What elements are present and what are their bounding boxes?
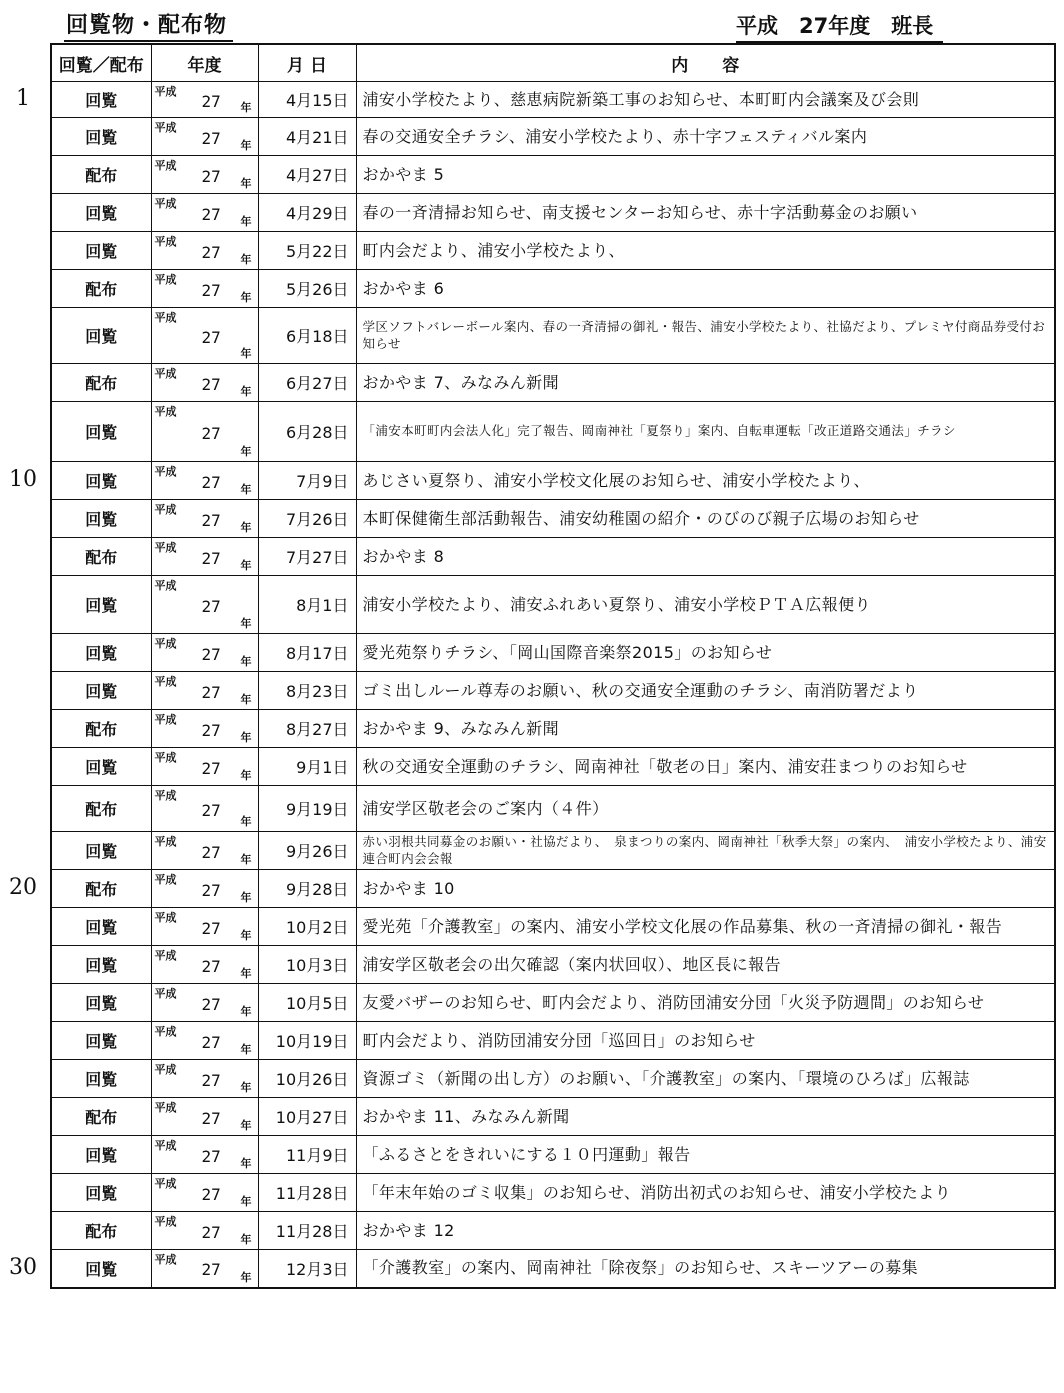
row-year xyxy=(151,870,258,908)
header-type: 回覧／配布 xyxy=(51,44,151,82)
row-content: 浦安学区敬老会のご案内（４件） xyxy=(356,786,1055,832)
year-suffix: 年 xyxy=(240,177,252,190)
era-label: 平成 xyxy=(154,273,177,286)
year-value: 27 xyxy=(201,918,221,938)
circulation-table xyxy=(50,43,1056,1289)
table-row xyxy=(51,748,1055,786)
table-row xyxy=(51,1250,1055,1288)
year-value: 27 xyxy=(201,1222,221,1242)
document-title: 回覧物・配布物 xyxy=(64,8,233,42)
row-type: 回覧 xyxy=(51,1250,151,1288)
year-value: 27 xyxy=(201,280,221,300)
row-date: 8月23日 xyxy=(258,672,356,710)
era-label: 平成 xyxy=(154,751,177,764)
era-label: 平成 xyxy=(154,1101,177,1114)
table-row xyxy=(51,270,1055,308)
row-type: 回覧 xyxy=(51,832,151,870)
table-body xyxy=(51,82,1055,1288)
era-label: 平成 xyxy=(154,579,177,592)
year-value: 27 xyxy=(201,644,221,664)
row-type: 配布 xyxy=(51,1212,151,1250)
row-year xyxy=(151,1250,258,1288)
year-suffix: 年 xyxy=(240,731,252,744)
row-year xyxy=(151,194,258,232)
row-content: おかやま 6 xyxy=(356,270,1055,308)
row-type: 回覧 xyxy=(51,232,151,270)
row-type: 配布 xyxy=(51,156,151,194)
row-year xyxy=(151,538,258,576)
era-label: 平成 xyxy=(154,121,177,134)
year-value: 27 xyxy=(201,682,221,702)
year-value: 27 xyxy=(201,166,221,186)
row-type: 回覧 xyxy=(51,908,151,946)
row-date: 10月2日 xyxy=(258,908,356,946)
row-content: 本町保健衛生部活動報告、浦安幼稚園の紹介・のびのび親子広場のお知らせ xyxy=(356,500,1055,538)
year-suffix: 年 xyxy=(240,1005,252,1018)
year-value: 27 xyxy=(201,842,221,862)
era-label: 平成 xyxy=(154,911,177,924)
row-content: 「浦安本町町内会法人化」完了報告、岡南神社「夏祭り」案内、自転車運転「改正道路交通法」チラシ xyxy=(356,402,1055,462)
era-label: 平成 xyxy=(154,367,177,380)
row-date: 8月17日 xyxy=(258,634,356,672)
era-label: 平成 xyxy=(154,1177,177,1190)
row-date: 5月22日 xyxy=(258,232,356,270)
table-row xyxy=(51,1060,1055,1098)
table-row xyxy=(51,946,1055,984)
year-suffix: 年 xyxy=(240,1043,252,1056)
era-label: 平成 xyxy=(154,713,177,726)
era-label: 平成 xyxy=(154,311,177,324)
row-type: 回覧 xyxy=(51,984,151,1022)
year-value: 27 xyxy=(201,1032,221,1052)
margin-row-number: 10 xyxy=(9,466,37,492)
table-row xyxy=(51,308,1055,364)
table-row xyxy=(51,1098,1055,1136)
row-year xyxy=(151,786,258,832)
row-type: 回覧 xyxy=(51,462,151,500)
year-value: 27 xyxy=(201,242,221,262)
row-content: 町内会だより、消防団浦安分団「巡回日」のお知らせ xyxy=(356,1022,1055,1060)
year-value: 27 xyxy=(201,956,221,976)
era-label: 平成 xyxy=(154,1215,177,1228)
year-suffix: 年 xyxy=(240,617,252,630)
row-date: 4月29日 xyxy=(258,194,356,232)
table-row xyxy=(51,402,1055,462)
row-year xyxy=(151,748,258,786)
row-year xyxy=(151,576,258,634)
year-suffix: 年 xyxy=(240,1119,252,1132)
table-row xyxy=(51,1174,1055,1212)
row-date: 7月9日 xyxy=(258,462,356,500)
row-type: 回覧 xyxy=(51,634,151,672)
year-value: 27 xyxy=(201,880,221,900)
row-date: 9月19日 xyxy=(258,786,356,832)
row-date: 4月15日 xyxy=(258,82,356,118)
row-year xyxy=(151,118,258,156)
margin-row-number: 30 xyxy=(9,1254,37,1280)
row-date: 9月1日 xyxy=(258,748,356,786)
era-label: 平成 xyxy=(154,465,177,478)
row-content: 春の一斉清掃お知らせ、南支援センターお知らせ、赤十字活動募金のお願い xyxy=(356,194,1055,232)
year-suffix: 年 xyxy=(240,215,252,228)
row-content: 「年末年始のゴミ収集」のお知らせ、消防出初式のお知らせ、浦安小学校たより xyxy=(356,1174,1055,1212)
row-content: あじさい夏祭り、浦安小学校文化展のお知らせ、浦安小学校たより、 xyxy=(356,462,1055,500)
table-row xyxy=(51,1212,1055,1250)
era-label: 平成 xyxy=(154,675,177,688)
row-date: 7月27日 xyxy=(258,538,356,576)
header-year: 年度 xyxy=(151,44,258,82)
year-value: 27 xyxy=(201,374,221,394)
table-row xyxy=(51,984,1055,1022)
row-content: 秋の交通安全運動のチラシ、岡南神社「敬老の日」案内、浦安荘まつりのお知らせ xyxy=(356,748,1055,786)
row-year xyxy=(151,984,258,1022)
row-content: 「ふるさとをきれいにする１０円運動」報告 xyxy=(356,1136,1055,1174)
era-label: 平成 xyxy=(154,637,177,650)
row-type: 回覧 xyxy=(51,402,151,462)
era-label: 平成 xyxy=(154,1253,177,1266)
year-suffix: 年 xyxy=(240,139,252,152)
row-date: 4月27日 xyxy=(258,156,356,194)
year-suffix: 年 xyxy=(240,347,252,360)
year-value: 27 xyxy=(201,548,221,568)
row-type: 配布 xyxy=(51,364,151,402)
table-row xyxy=(51,82,1055,118)
row-year xyxy=(151,462,258,500)
year-value: 27 xyxy=(201,327,221,347)
row-year xyxy=(151,232,258,270)
row-date: 6月18日 xyxy=(258,308,356,364)
year-suffix: 年 xyxy=(240,445,252,458)
row-content: 愛光苑祭りチラシ、「岡山国際音楽祭2015」のお知らせ xyxy=(356,634,1055,672)
era-label: 平成 xyxy=(154,159,177,172)
year-value: 27 xyxy=(201,800,221,820)
row-content: おかやま 8 xyxy=(356,538,1055,576)
year-suffix: 年 xyxy=(240,1157,252,1170)
year-value: 27 xyxy=(201,1146,221,1166)
era-label: 平成 xyxy=(154,1139,177,1152)
row-type: 配布 xyxy=(51,870,151,908)
year-value: 27 xyxy=(201,994,221,1014)
row-year xyxy=(151,1022,258,1060)
year-value: 27 xyxy=(201,128,221,148)
era-label: 平成 xyxy=(154,503,177,516)
year-value: 27 xyxy=(201,204,221,224)
row-content: 「介護教室」の案内、岡南神社「除夜祭」のお知らせ、スキーツアーの募集 xyxy=(356,1250,1055,1288)
row-date: 10月26日 xyxy=(258,1060,356,1098)
table-header-row xyxy=(51,44,1055,82)
era-label: 平成 xyxy=(154,235,177,248)
row-content: 愛光苑「介護教室」の案内、浦安小学校文化展の作品募集、秋の一斉清掃の御礼・報告 xyxy=(356,908,1055,946)
table-row xyxy=(51,232,1055,270)
era-label: 平成 xyxy=(154,405,177,418)
header-content: 内 容 xyxy=(356,44,1055,82)
row-content: 浦安小学校たより、慈恵病院新築工事のお知らせ、本町町内会議案及び会則 xyxy=(356,82,1055,118)
row-date: 11月28日 xyxy=(258,1212,356,1250)
year-value: 27 xyxy=(201,510,221,530)
row-type: 回覧 xyxy=(51,500,151,538)
era-label: 平成 xyxy=(154,789,177,802)
year-suffix: 年 xyxy=(240,101,252,114)
year-suffix: 年 xyxy=(240,655,252,668)
row-type: 回覧 xyxy=(51,82,151,118)
row-year xyxy=(151,82,258,118)
table-row xyxy=(51,462,1055,500)
year-suffix: 年 xyxy=(240,559,252,572)
era-label: 平成 xyxy=(154,949,177,962)
row-date: 10月19日 xyxy=(258,1022,356,1060)
table-row xyxy=(51,832,1055,870)
year-suffix: 年 xyxy=(240,253,252,266)
row-content: おかやま 12 xyxy=(356,1212,1055,1250)
year-suffix: 年 xyxy=(240,769,252,782)
row-year xyxy=(151,1136,258,1174)
row-date: 9月28日 xyxy=(258,870,356,908)
row-content: おかやま 5 xyxy=(356,156,1055,194)
year-suffix: 年 xyxy=(240,815,252,828)
row-type: 回覧 xyxy=(51,748,151,786)
margin-row-number: 1 xyxy=(16,85,30,111)
row-year xyxy=(151,364,258,402)
row-content: 学区ソフトバレーボール案内、春の一斉清掃の御礼・報告、浦安小学校たより、社協だより、プレミヤ付商品券受付お知らせ xyxy=(356,308,1055,364)
era-label: 平成 xyxy=(154,835,177,848)
row-type: 回覧 xyxy=(51,194,151,232)
row-date: 8月1日 xyxy=(258,576,356,634)
row-content: おかやま 9、みなみん新聞 xyxy=(356,710,1055,748)
table-row xyxy=(51,156,1055,194)
year-value: 27 xyxy=(201,758,221,778)
table-row xyxy=(51,1022,1055,1060)
year-value: 27 xyxy=(201,1260,221,1280)
row-content: おかやま 7、みなみん新聞 xyxy=(356,364,1055,402)
table-row xyxy=(51,672,1055,710)
era-label: 平成 xyxy=(154,987,177,1000)
year-value: 27 xyxy=(201,472,221,492)
year-value: 27 xyxy=(201,596,221,616)
table-row xyxy=(51,1136,1055,1174)
row-date: 8月27日 xyxy=(258,710,356,748)
row-type: 回覧 xyxy=(51,118,151,156)
year-suffix: 年 xyxy=(240,1270,252,1284)
margin-row-number: 20 xyxy=(9,874,37,900)
row-date: 10月27日 xyxy=(258,1098,356,1136)
year-suffix: 年 xyxy=(240,1233,252,1246)
row-year xyxy=(151,402,258,462)
year-value: 27 xyxy=(201,1070,221,1090)
era-label: 平成 xyxy=(154,85,177,98)
year-suffix: 年 xyxy=(240,291,252,304)
table-row xyxy=(51,500,1055,538)
year-suffix: 年 xyxy=(240,385,252,398)
year-suffix: 年 xyxy=(240,483,252,496)
row-content: 浦安小学校たより、浦安ふれあい夏祭り、浦安小学校ＰＴＡ広報便り xyxy=(356,576,1055,634)
row-year xyxy=(151,832,258,870)
row-date: 10月5日 xyxy=(258,984,356,1022)
table-row xyxy=(51,576,1055,634)
year-value: 27 xyxy=(201,720,221,740)
row-year xyxy=(151,270,258,308)
year-suffix: 年 xyxy=(240,929,252,942)
table-row xyxy=(51,118,1055,156)
row-type: 配布 xyxy=(51,1098,151,1136)
row-year xyxy=(151,156,258,194)
row-date: 10月3日 xyxy=(258,946,356,984)
row-type: 配布 xyxy=(51,270,151,308)
row-type: 配布 xyxy=(51,786,151,832)
fiscal-year-heading: 平成 27年度 班長 xyxy=(736,10,943,43)
row-year xyxy=(151,1060,258,1098)
table-row xyxy=(51,634,1055,672)
table-row xyxy=(51,908,1055,946)
year-value: 27 xyxy=(201,1108,221,1128)
table-row xyxy=(51,710,1055,748)
row-type: 回覧 xyxy=(51,1136,151,1174)
row-content: 浦安学区敬老会の出欠確認（案内状回収）、地区長に報告 xyxy=(356,946,1055,984)
row-year xyxy=(151,1212,258,1250)
year-value: 27 xyxy=(201,91,221,111)
row-date: 6月27日 xyxy=(258,364,356,402)
table-row xyxy=(51,786,1055,832)
row-content: 資源ゴミ（新聞の出し方）のお願い、「介護教室」の案内、「環境のひろば」広報誌 xyxy=(356,1060,1055,1098)
row-content: おかやま 11、みなみん新聞 xyxy=(356,1098,1055,1136)
year-value: 27 xyxy=(201,1184,221,1204)
row-type: 配布 xyxy=(51,538,151,576)
row-type: 回覧 xyxy=(51,1022,151,1060)
row-content: 赤い羽根共同募金のお願い・社協だより、 泉まつりの案内、岡南神社「秋季大祭」の案内、 浦安小学校たより、浦安連合町内会会報 xyxy=(356,832,1055,870)
row-date: 6月28日 xyxy=(258,402,356,462)
row-year xyxy=(151,1098,258,1136)
row-content: ゴミ出しルール尊寿のお願い、秋の交通安全運動のチラシ、南消防署だより xyxy=(356,672,1055,710)
year-suffix: 年 xyxy=(240,521,252,534)
row-content: 友愛バザーのお知らせ、町内会だより、消防団浦安分団「火災予防週間」のお知らせ xyxy=(356,984,1055,1022)
row-year xyxy=(151,908,258,946)
row-type: 回覧 xyxy=(51,1060,151,1098)
year-suffix: 年 xyxy=(240,1081,252,1094)
row-date: 9月26日 xyxy=(258,832,356,870)
year-value: 27 xyxy=(201,423,221,443)
row-content: 春の交通安全チラシ、浦安小学校たより、赤十字フェスティバル案内 xyxy=(356,118,1055,156)
row-type: 回覧 xyxy=(51,1174,151,1212)
row-date: 7月26日 xyxy=(258,500,356,538)
era-label: 平成 xyxy=(154,541,177,554)
table-row xyxy=(51,870,1055,908)
year-suffix: 年 xyxy=(240,853,252,866)
table-row xyxy=(51,538,1055,576)
year-suffix: 年 xyxy=(240,891,252,904)
row-type: 回覧 xyxy=(51,672,151,710)
table-row xyxy=(51,364,1055,402)
year-suffix: 年 xyxy=(240,1195,252,1208)
era-label: 平成 xyxy=(154,197,177,210)
header-date: 月 日 xyxy=(258,44,356,82)
row-date: 11月28日 xyxy=(258,1174,356,1212)
row-year xyxy=(151,634,258,672)
row-type: 回覧 xyxy=(51,308,151,364)
era-label: 平成 xyxy=(154,1025,177,1038)
year-suffix: 年 xyxy=(240,693,252,706)
row-year xyxy=(151,1174,258,1212)
row-year xyxy=(151,946,258,984)
row-year xyxy=(151,308,258,364)
row-content: おかやま 10 xyxy=(356,870,1055,908)
row-year xyxy=(151,500,258,538)
row-type: 回覧 xyxy=(51,576,151,634)
row-year xyxy=(151,710,258,748)
table-row xyxy=(51,194,1055,232)
row-date: 11月9日 xyxy=(258,1136,356,1174)
row-year xyxy=(151,672,258,710)
year-suffix: 年 xyxy=(240,967,252,980)
row-content: 町内会だより、浦安小学校たより、 xyxy=(356,232,1055,270)
row-date: 12月3日 xyxy=(258,1250,356,1288)
era-label: 平成 xyxy=(154,873,177,886)
row-date: 5月26日 xyxy=(258,270,356,308)
row-type: 回覧 xyxy=(51,946,151,984)
row-date: 4月21日 xyxy=(258,118,356,156)
era-label: 平成 xyxy=(154,1063,177,1076)
row-type: 配布 xyxy=(51,710,151,748)
